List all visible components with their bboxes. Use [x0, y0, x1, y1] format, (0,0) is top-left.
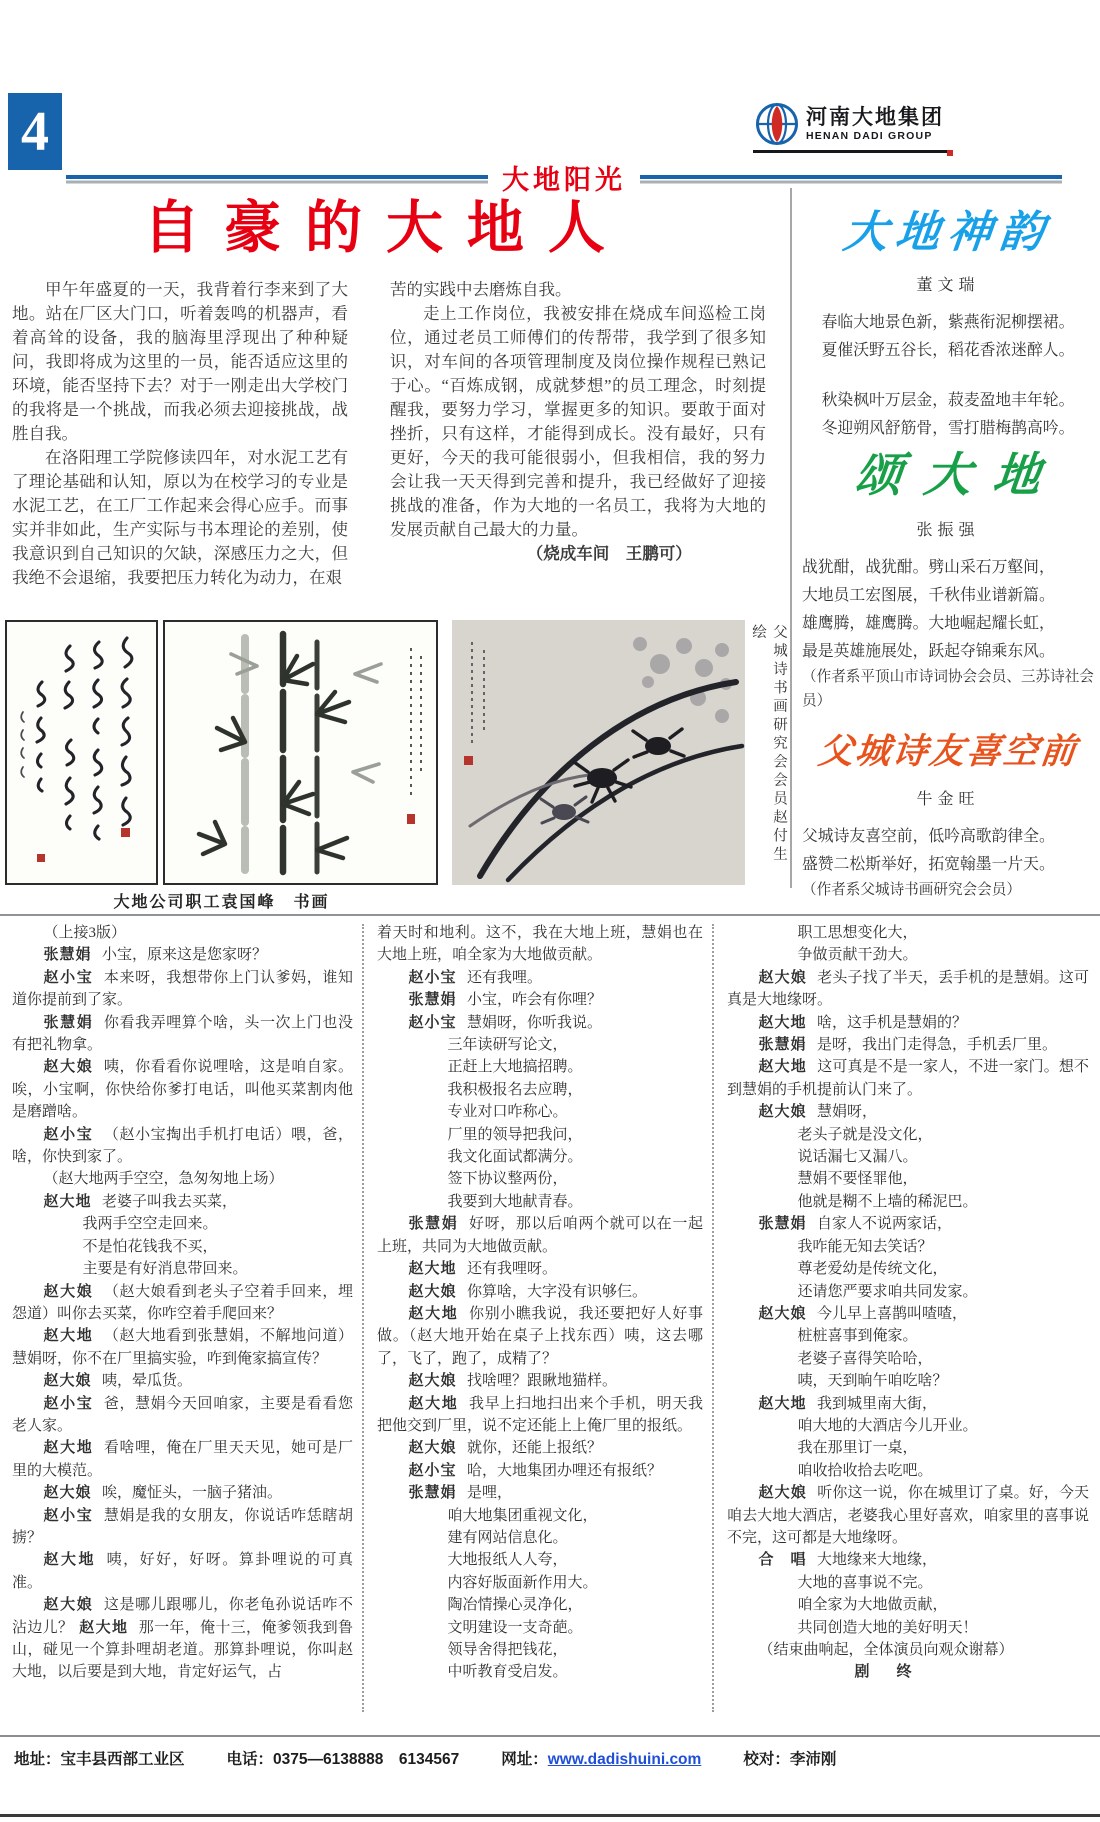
page-number: 4	[8, 93, 62, 170]
script-entry: 赵小宝 还有我哩。	[408, 968, 543, 986]
script-entry: 赵小宝 慧娟呀，你听我说。 三年读研写论文， 正赶上大地搞招聘。 我积极报名去应聘， 专业对口咋称心。 厂里的领导把我问， 我文化面试都满分。 签下协议整两份， 我要到大地献青春。	[377, 1012, 703, 1214]
verse-line: 建有网站信息化。	[447, 1529, 568, 1546]
script-column-3	[727, 922, 1089, 1684]
article-column-1	[12, 278, 348, 616]
stage-direction: （上接3版）	[43, 925, 127, 941]
poem-line: 战犹酣，战犹酣。劈山采石万壑间，	[802, 559, 1055, 576]
verse-line: 陶冶情操心灵净化，	[447, 1597, 583, 1614]
stage-direction: （结束曲响起，全体演员向观众谢幕）	[758, 1642, 1014, 1658]
script-speaker: 张慧娟	[758, 1215, 807, 1233]
script-entry: 赵大地 我到城里南大街， 咱大地的大酒店今儿开业。 我在那里订一桌， 咱收拾收拾去吃吧。	[727, 1393, 1089, 1483]
script-entry: 赵大地 看啥哩，俺在厂里天天见，她可是厂里的大模范。	[12, 1439, 353, 1479]
artwork-caption: 大地公司职工袁国峰 书画	[113, 894, 330, 911]
script-speaker: 赵大地	[758, 1013, 807, 1031]
script-speaker: 赵大娘	[758, 1484, 807, 1502]
stage-direction: （赵大地两手空空，急匆匆地上场）	[43, 1171, 284, 1188]
script-entry: 张慧娟 是呀，我出门走得急，手机丢厂里。	[758, 1036, 1058, 1054]
verse-line: 咦，天到晌午咱吃啥？	[797, 1373, 948, 1390]
verse-line: 文明建设一支奇葩。	[447, 1619, 583, 1636]
verse-line: 咱收拾收拾去吃吧。	[797, 1462, 933, 1479]
script-entry: 赵大地 我早上扫地扫出来个手机，明天我把他交到厂里，说不定还能上上俺厂里的报纸。	[377, 1394, 703, 1434]
script-speaker: 赵小宝	[408, 1013, 457, 1031]
script-column-1	[12, 922, 353, 1684]
verse-line: 我积极报名去应聘，	[447, 1081, 583, 1098]
script-entry: 张慧娟 你看我弄哩算个啥，头一次上门也没有把礼物拿。	[12, 1013, 353, 1054]
script-entry: 赵大娘 就你，还能上报纸？	[408, 1439, 603, 1457]
globe-icon	[755, 102, 799, 146]
verse-line: 咱大地集团重视文化，	[447, 1507, 598, 1524]
script-speaker: 赵小宝	[408, 968, 457, 986]
poem-line: 冬迎朔风舒筋骨，雪打腊梅鹊高吟。	[821, 420, 1075, 438]
script-speaker: 赵大娘	[758, 1304, 807, 1322]
script-entry: 着天时和地利。这不，我在大地上班，慧娟也在大地上班，咱全家为大地做贡献。	[377, 925, 703, 964]
script-speaker: 赵大地	[79, 1618, 129, 1636]
script-entry: 赵小宝 本来呀，我想带你上门认爹妈，谁知道你提前到了家。	[12, 968, 353, 1009]
script-entry: 张慧娟 小宝，咋会有你哩？	[408, 991, 603, 1009]
verse-line: 正赶上大地搞招聘。	[447, 1059, 583, 1076]
article-byline: （烧成车间 王鹏可）	[526, 544, 692, 563]
verse-line: 咱全家为大地做贡献，	[797, 1597, 948, 1614]
verse-line: 我咋能无知去笑话？	[797, 1238, 933, 1255]
footer-phone: 电话：0375—6138888 6134567	[226, 1751, 460, 1768]
script-speaker: 赵大娘	[43, 1596, 94, 1614]
script-entry: 赵大地 （赵大地看到张慧娟，不解地问道）慧娟呀，你不在厂里搞实验，咋到俺家搞宣传？	[12, 1327, 353, 1367]
script-speaker: 赵小宝	[408, 1461, 457, 1479]
script-speaker: 张慧娟	[408, 991, 457, 1009]
script-speaker: 赵小宝	[43, 1394, 94, 1412]
verse-line: 共同创造大地的美好明天！	[797, 1619, 978, 1636]
poem-line: 秋染枫叶万层金，菽麦盈地丰年轮。	[821, 392, 1075, 410]
script-entry: 赵大娘 慧娟呀， 老头子就是没文化， 说话漏七又漏八。 慧娟不要怪罪他， 他就是糊不上墙的稀泥巴。	[727, 1101, 1089, 1213]
script-speaker: 赵大娘	[43, 1282, 94, 1300]
script-speaker: 赵大娘	[408, 1372, 457, 1390]
script-speaker: 赵大娘	[408, 1439, 457, 1457]
script-entry: 赵大地 你别小瞧我说，我还要把好人好事做。（赵大地开始在桌子上找东西）咦，这去哪了，飞了，跑了，成精了？	[377, 1304, 703, 1367]
script-speaker: 赵大地	[43, 1439, 94, 1457]
script-entry: 赵大娘 唉，魔怔头，一脑子猪油。	[43, 1484, 283, 1502]
poem-note: （作者系平顶山市诗词协会会员、三苏诗社会员）	[802, 669, 1094, 709]
script-speaker: 赵大娘	[758, 968, 807, 986]
verse-line: 专业对口咋称心。	[447, 1104, 568, 1121]
calligraphy-strokes-icon	[7, 622, 156, 883]
script-entry: 赵大娘 （赵大娘看到老头子空着手回来，埋怨道）叫你去买菜，你咋空着手爬回来？	[12, 1282, 353, 1322]
logo-text	[806, 106, 944, 141]
verse-line: 大地报纸人人夸，	[447, 1552, 568, 1569]
script-speaker: 张慧娟	[43, 946, 92, 964]
sidebar-divider	[790, 188, 792, 888]
script-entry: 赵大地 还有我哩呀。	[408, 1260, 558, 1278]
verse-line: 三年读研写论文，	[447, 1037, 568, 1054]
script-speaker: 张慧娟	[43, 1013, 94, 1031]
script-speaker: 合 唱	[758, 1551, 807, 1569]
poem-title: 颂大地	[852, 450, 1065, 502]
script-entry: 合 唱 大地缘来大地缘， 大地的喜事说不完。 咱全家为大地做贡献， 共同创造大地的美好明天！	[727, 1549, 1089, 1639]
verse-line: 我在那里订一桌，	[797, 1440, 918, 1457]
painting-inscription: 父城诗书画研究会会员赵付生 绘	[750, 624, 787, 883]
verse-line: 厂里的领导把我问，	[447, 1126, 583, 1143]
article-paragraph: 甲午年盛夏的一天，我背着行李来到了大地。站在厂区大门口，听着轰鸣的机器声，看着高耸的设备，我的脑海里浮现出了种种疑问，我即将成为这里的一员，能否适应这里的环境，能否坚持下去？对于一刚走出大学校门的我将是一个挑战，而我必须去迎接挑战，战胜自我。	[12, 280, 348, 443]
script-divider	[362, 924, 364, 1712]
poem-fucheng-shiyou	[802, 724, 1094, 903]
script-entry: 赵大娘 找啥哩？跟瞅地猫样。	[408, 1372, 618, 1390]
company-logo	[753, 100, 950, 153]
poem-title: 大地神韵	[840, 208, 1055, 257]
verse-line: 争做贡献干劲大。	[797, 947, 918, 964]
poem-line: 雄鹰腾，雄鹰腾。大地崛起耀长虹，	[802, 615, 1055, 633]
script-end: 剧 终	[854, 1663, 918, 1681]
bottom-rule	[0, 1814, 1100, 1817]
script-entry: 赵大娘 今儿早上喜鹊叫喳喳， 桩桩喜事到俺家。 老婆子喜得笑哈哈， 咦，天到晌午咱吃啥？	[727, 1303, 1089, 1393]
script-entry: 赵大娘 咦，晕瓜货。	[43, 1372, 193, 1390]
page-footer	[0, 1735, 1100, 1769]
script-speaker: 赵大地	[43, 1192, 92, 1210]
script-entry: 赵大地 老婆子叫我去买菜， 我两手空空走回来。 不是怕花钱我不买， 主要是有好消息带回来。	[12, 1191, 353, 1281]
poem-author: 董文瑞	[916, 277, 980, 294]
script-speaker: 赵大娘	[43, 1484, 92, 1502]
script-speaker: 赵大地	[758, 1058, 807, 1076]
verse-line: 咱大地的大酒店今儿开业。	[797, 1417, 978, 1434]
section-label: 大地阳光	[502, 165, 626, 195]
verse-line: 老婆子喜得笑哈哈，	[797, 1350, 933, 1367]
poem-line: 最是英雄施展处，跃起夺锦乘东风。	[802, 643, 1055, 661]
script-entry: 张慧娟 小宝，原来这是您家呀？	[43, 946, 268, 964]
footer-web: 网址：www.dadishuini.com	[501, 1751, 702, 1768]
script-entry: 赵大地 咦，好好，好呀。算卦哩说的可真准。	[12, 1551, 353, 1591]
poem-line: 春临大地景色新，紫燕衔泥柳摆裙。	[821, 314, 1075, 331]
script-speaker: 赵大地	[408, 1260, 457, 1278]
script-entry: 赵大娘 听你这一说，你在城里订了桌。好，今天咱去大地大酒店，老婆我心里好喜欢，咱家里的喜事说不完，这可都是大地缘呀。	[727, 1484, 1089, 1546]
script-entry: 赵小宝 （赵小宝掏出手机打电话）喂，爸，啥，你快到家了。	[12, 1125, 353, 1166]
verse-line: 还请您严要求咱共同发家。	[797, 1283, 978, 1300]
script-entry: 赵小宝 爸，慧娟今天回咱家，主要是看看您老人家。	[12, 1394, 353, 1434]
poem-line: 父城诗友喜空前，低吟高歌韵律全。	[802, 828, 1055, 845]
script-speaker: 赵小宝	[43, 1125, 94, 1143]
verse-line: 职工思想变化大，	[797, 925, 918, 941]
article-paragraph: 苦的实践中去磨炼自我。	[390, 280, 572, 299]
verse-line: 中听教育受启发。	[447, 1664, 568, 1681]
article-column-2	[390, 278, 766, 592]
script-entry: 张慧娟 自家人不说两家话， 我咋能无知去笑话？ 尊老爱幼是传统文化， 还请您严要求咱共同发家。	[727, 1213, 1089, 1303]
script-entry: 赵大娘 咦，你看看你说哩啥，这是咱自家。唉，小宝啊，你快给你爹打电话，叫他买菜割肉他是磨蹭啥。	[12, 1058, 353, 1121]
crab-strokes-icon	[452, 620, 745, 885]
logo-name-cn: 河南大地集团	[806, 106, 944, 130]
poem-dadi-shenyun	[802, 196, 1094, 443]
poem-title: 父城诗友喜空前	[816, 732, 1080, 771]
article-paragraph: 在洛阳理工学院修读四年，对水泥工艺有了理论基础和认知，原以为在校学习的专业是水泥工艺，在工厂工作起来会得心应手。而事实并非如此，生产实际与书本理论的差别，使我意识到自己知识的欠缺，深感压力之大，但我绝不会退缩，我要把压力转化为动力，在艰	[12, 448, 348, 587]
verse-line: 内容好版面新作用大。	[447, 1574, 598, 1591]
script-entry: 赵大娘 你算啥，大字没有识够仨。	[408, 1282, 648, 1300]
script-entry: 赵大娘 老头子找了半天，丢手机的是慧娟。这可真是大地缘呀。	[727, 968, 1089, 1009]
script-speaker: 赵大地	[43, 1551, 97, 1569]
script-entry: 赵小宝 哈，大地集团办哩还有报纸？	[408, 1461, 663, 1479]
verse-line: 他就是糊不上墙的稀泥巴。	[797, 1193, 978, 1210]
poem-song-dadi	[802, 438, 1094, 713]
script-speaker: 张慧娟	[408, 1484, 457, 1502]
verse-line: 桩桩喜事到俺家。	[797, 1328, 918, 1345]
poem-line: 大地员工宏图展，千秋伟业谱新篇。	[802, 587, 1055, 605]
verse-line: 领导舍得把钱花，	[447, 1642, 568, 1658]
script-speaker: 赵大地	[408, 1304, 459, 1322]
script-column-2	[377, 922, 703, 1684]
crab-ink-painting	[452, 620, 745, 885]
bamboo-painting	[163, 620, 438, 885]
script-entry: 赵大地 啥，这手机是慧娟的？	[758, 1013, 968, 1031]
section-rule	[0, 914, 1100, 916]
script-speaker: 赵大娘	[758, 1103, 807, 1121]
script-entry: 赵小宝 慧娟是我的女朋友，你说话咋恁瞎胡掳？	[12, 1506, 353, 1546]
script-entry: 赵大娘 这是哪儿跟哪儿，你老龟孙说话咋不沾边儿？ 赵大地 那一年，俺十三，俺爹领我到鲁山，碰见一个算卦哩胡老道。那算卦哩说，你叫赵大地，以后要是到大地，肯定好运气，占	[12, 1596, 353, 1681]
footer-proofreader: 校对：李沛刚	[743, 1751, 837, 1768]
website-link[interactable]: www.dadishuini.com	[547, 1751, 702, 1768]
bamboo-strokes-icon	[165, 622, 436, 883]
script-speaker: 赵大地	[43, 1327, 94, 1345]
verse-line: 慧娟不要怪罪他，	[797, 1171, 918, 1188]
script-speaker: 张慧娟	[758, 1036, 807, 1054]
poem-line: 盛赞二松斯举好，拓宽翰墨一片天。	[802, 856, 1055, 874]
script-entry: 张慧娟 是哩， 咱大地集团重视文化， 建有网站信息化。 大地报纸人人夸， 内容好版面新作用大。 陶冶情操心灵净化， 文明建设一支奇葩。 领导舍得把钱花， 中听教育受启发。	[377, 1482, 703, 1684]
verse-line: 不是怕花钱我不买，	[82, 1238, 218, 1255]
verse-line: 老头子就是没文化，	[797, 1126, 933, 1143]
article-title: 自豪的大地人	[143, 196, 629, 260]
script-entry: 赵大地 这可真是不是一家人，不进一家门。想不到慧娟的手机提前认门来了。	[727, 1058, 1089, 1098]
script-speaker: 赵小宝	[43, 1506, 94, 1524]
verse-line: 主要是有好消息带回来。	[82, 1261, 248, 1278]
logo-red-square	[947, 150, 953, 156]
verse-line: 大地的喜事说不完。	[797, 1574, 933, 1591]
script-speaker: 赵小宝	[43, 968, 94, 986]
article-paragraph: 走上工作岗位，我被安排在烧成车间巡检工岗位，通过老员工师傅们的传帮带，我学到了很多知识，对车间的各项管理制度及岗位操作规程已熟记于心。“百炼成钢，成就梦想”的员工理念，时刻提醒我，要努力学习，掌握更多的知识。要敢于面对挫折，只有这样，才能得到成长。没有最好，只有更好，今天的我可能很弱小，但我相信，我的努力会让我一天天得到完善和提升，我已经做好了迎接挑战的准备，作为大地的一名员工，我将为大地的发展贡献自己最大的力量。	[390, 304, 766, 539]
verse-line: 我要到大地献青春。	[447, 1193, 583, 1210]
script-speaker: 赵大娘	[43, 1372, 92, 1390]
poem-author: 张振强	[916, 522, 980, 539]
script-entry: 张慧娟 好呀，那以后咱两个就可以在一起上班，共同为大地做贡献。	[377, 1215, 703, 1255]
poem-note: （作者系父城诗书画研究会会员）	[802, 882, 1021, 899]
footer-address: 地址：宝丰县西部工业区	[14, 1751, 185, 1768]
logo-name-en: HENAN DADI GROUP	[806, 129, 933, 142]
script-divider	[712, 924, 714, 1712]
poem-line: 夏催沃野五谷长，稻花香浓迷醉人。	[821, 342, 1075, 360]
script-speaker: 赵大地	[408, 1394, 459, 1412]
script-speaker: 赵大娘	[408, 1282, 457, 1300]
verse-line: 尊老爱幼是传统文化，	[797, 1261, 948, 1278]
verse-line: 说话漏七又漏八。	[797, 1149, 918, 1166]
verse-line: 我文化面试都满分。	[447, 1149, 583, 1166]
script-speaker: 赵大地	[758, 1394, 807, 1412]
verse-line: 我两手空空走回来。	[82, 1216, 218, 1233]
script-entry	[727, 922, 1089, 967]
script-speaker: 张慧娟	[408, 1215, 459, 1233]
script-speaker: 赵大娘	[43, 1058, 94, 1076]
poem-author: 牛金旺	[916, 791, 980, 808]
calligraphy-artwork	[5, 620, 158, 885]
verse-line: 签下协议整两份，	[447, 1171, 568, 1188]
